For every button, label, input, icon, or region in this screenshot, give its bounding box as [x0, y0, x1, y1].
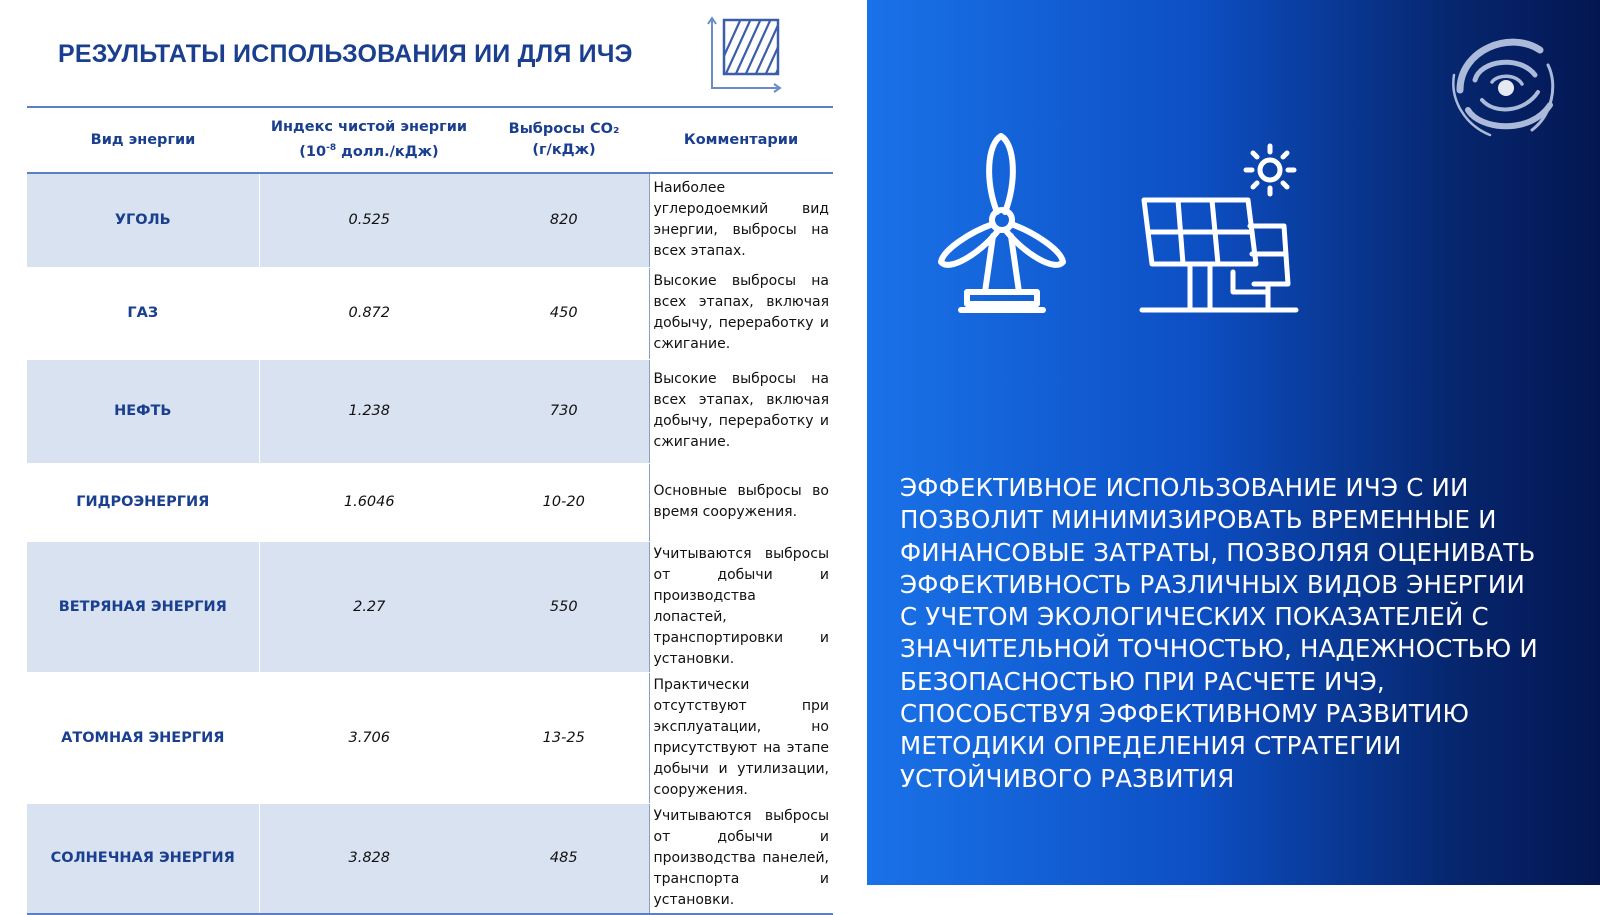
energy-table — [27, 106, 833, 915]
co2-emissions: 13-25 — [479, 672, 649, 803]
energy-kind: УГОЛЬ — [27, 173, 259, 267]
table-row — [27, 541, 833, 672]
swirl-globe-logo — [1440, 20, 1570, 150]
clean-energy-index: 1.238 — [259, 359, 479, 463]
comment: Наиболее углеродоемкий вид энергии, выбросы на всех этапах. — [649, 173, 833, 267]
comment: Основные выбросы во время сооружения. — [649, 463, 833, 541]
header-co2-line1: Выбросы СО₂ — [508, 121, 620, 137]
clean-energy-index: 2.27 — [259, 541, 479, 672]
header-index-line1: Индекс чистой энергии — [270, 119, 468, 136]
energy-kind: СОЛНЕЧНАЯ ЭНЕРГИЯ — [27, 803, 259, 914]
energy-kind: АТОМНАЯ ЭНЕРГИЯ — [27, 672, 259, 803]
page-title: РЕЗУЛЬТАТЫ ИСПОЛЬЗОВАНИЯ ИИ ДЛЯ ИЧЭ — [58, 40, 633, 68]
energy-kind: ГАЗ — [27, 267, 259, 359]
table-row — [27, 463, 833, 541]
header-comment: Комментарии — [649, 107, 833, 173]
header-index-line2-post: долл./кДж) — [336, 143, 439, 160]
header-index — [259, 107, 479, 173]
header-index-sup: -8 — [326, 143, 337, 154]
header-index-line2-pre: (10 — [299, 143, 327, 160]
co2-emissions: 10-20 — [479, 463, 649, 541]
table-row — [27, 672, 833, 803]
table-row — [27, 359, 833, 463]
header-kind: Вид энергии — [27, 107, 259, 173]
comment: Высокие выбросы на всех этапах, включая добычу, переработку и сжигание. — [649, 359, 833, 463]
table-header-row — [27, 107, 833, 173]
wind-turbine-icon — [935, 132, 1070, 317]
table-row — [27, 267, 833, 359]
conclusion-text: ЭФФЕКТИВНОЕ ИСПОЛЬЗОВАНИЕ ИЧЭ С ИИ ПОЗВОЛИТ МИНИМИЗИРОВАТЬ ВРЕМЕННЫЕ И ФИНАНСОВЫЕ ЗАТРАТЫ, ПОЗВОЛЯЯ ОЦЕНИВАТЬ ЭФФЕКТИВНОСТЬ РАЗЛИЧНЫХ ВИДОВ ЭНЕРГИИ С УЧЕТОМ ЭКОЛОГИЧЕСКИХ ПОКАЗАТЕЛЕЙ С ЗНАЧИТЕЛЬНОЙ ТОЧНОСТЬЮ, НАДЕЖНОСТЬЮ И БЕЗОПАСНОСТЬЮ ПРИ РАСЧЕТЕ ИЧЭ, СПОСОБСТВУЯ ЭФФЕКТИВНОМУ РАЗВИТИЮ МЕТОДИКИ ОПРЕДЕЛЕНИЯ СТРАТЕГИИ УСТОЙЧИВОГО РАЗВИТИЯ — [900, 473, 1538, 793]
hatched-square-axes-icon — [704, 16, 784, 96]
clean-energy-index: 3.706 — [259, 672, 479, 803]
co2-emissions: 550 — [479, 541, 649, 672]
energy-kind: ВЕТРЯНАЯ ЭНЕРГИЯ — [27, 541, 259, 672]
comment: Учитываются выбросы от добычи и производства лопастей, транспортировки и установки. — [649, 541, 833, 672]
co2-emissions: 450 — [479, 267, 649, 359]
clean-energy-index: 1.6046 — [259, 463, 479, 541]
table-row — [27, 173, 833, 267]
comment: Высокие выбросы на всех этапах, включая добычу, переработку и сжигание. — [649, 267, 833, 359]
table-row — [27, 803, 833, 914]
solar-panels-sun-icon — [1138, 142, 1308, 317]
comment: Практически отсутствуют при эксплуатации, но присутствуют на этапе добычи и утилизации, сооружения. — [649, 672, 833, 803]
comment: Учитываются выбросы от добычи и производства панелей, транспорта и установки. — [649, 803, 833, 914]
co2-emissions: 485 — [479, 803, 649, 914]
energy-kind: НЕФТЬ — [27, 359, 259, 463]
energy-kind: ГИДРОЭНЕРГИЯ — [27, 463, 259, 541]
clean-energy-index: 3.828 — [259, 803, 479, 914]
clean-energy-index: 0.872 — [259, 267, 479, 359]
co2-emissions: 730 — [479, 359, 649, 463]
co2-emissions: 820 — [479, 173, 649, 267]
header-co2-line2: (г/кДж) — [532, 142, 596, 158]
header-co2 — [479, 107, 649, 173]
clean-energy-index: 0.525 — [259, 173, 479, 267]
